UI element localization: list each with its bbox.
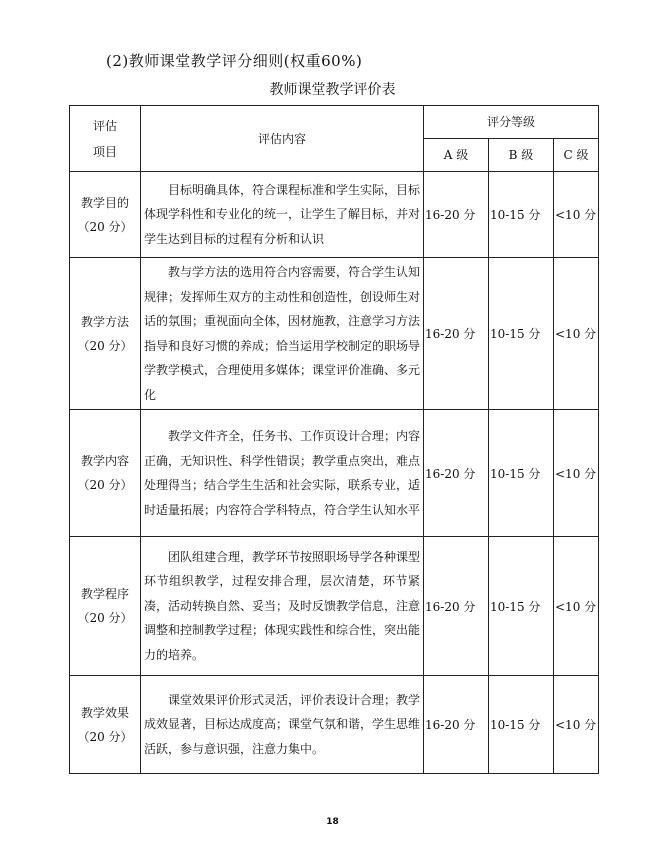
row-grade-b: 10-15 分 [489,676,554,774]
row-item [70,537,141,676]
row-item [70,410,141,537]
row-item-name: 教学程序 [80,587,129,601]
header-grade-c: C 级 [554,139,599,172]
table-row [70,258,599,410]
row-content [141,676,424,774]
header-grade-a: A 级 [424,139,489,172]
row-item-name: 教学方法 [80,314,129,329]
row-grade-c: <10 分 [554,676,599,774]
table-row [70,172,599,258]
row-item [70,258,141,410]
evaluation-table [69,105,599,774]
row-content-text: 目标明确具体，符合课程标准和学生实际，目标体现学科性和专业化的统一，让学生了解目标，并对学生达到目标的过程有分析和认识 [144,182,421,246]
table-row [70,537,599,676]
header-item-line2: 项目 [92,144,117,159]
row-item-name: 教学目的 [80,195,129,210]
row-grade-a: 16-20 分 [424,410,489,537]
row-item-score: （20 分） [77,611,133,625]
header-item [70,106,141,172]
row-content [141,172,424,258]
row-grade-b: 10-15 分 [489,410,554,537]
row-content-text: 教学文件齐全，任务书、工作页设计合理；内容正确，无知识性、科学性错误；教学重点突出，难点处理得当；结合学生生活和社会实际，联系专业，适时适量拓展；内容符合学科特点，符合学生认知水平 [144,429,421,517]
row-item [70,676,141,774]
header-grade-group: 评分等级 [424,106,599,139]
header-content: 评估内容 [141,106,424,172]
table-title: 教师课堂教学评价表 [269,82,396,98]
row-grade-c: <10 分 [554,410,599,537]
row-content [141,258,424,410]
row-grade-b: 10-15 分 [489,537,554,676]
header-grade-b: B 级 [489,139,554,172]
row-grade-c: <10 分 [554,172,599,258]
table-row [70,676,599,774]
row-grade-c: <10 分 [554,537,599,676]
row-item-name: 教学内容 [80,454,129,468]
row-item-score: （20 分） [77,338,133,353]
table-row [70,410,599,537]
row-grade-a: 16-20 分 [424,537,489,676]
row-content [141,410,424,537]
row-content [141,537,424,676]
row-grade-a: 16-20 分 [424,676,489,774]
row-grade-c: <10 分 [554,258,599,410]
row-content-text: 课堂效果评价形式灵活，评价表设计合理；教学成效显著，目标达成度高；课堂气氛和谐，学生思维活跃，参与意识强，注意力集中。 [144,692,421,756]
section-heading: (2)教师课堂教学评分细则(权重60%) [106,52,363,70]
header-item-line1: 评估 [92,118,117,133]
row-item-score: （20 分） [77,478,133,492]
page-number: 18 [326,817,339,827]
row-grade-a: 16-20 分 [424,258,489,410]
row-item-score: （20 分） [77,729,133,744]
row-item [70,172,141,258]
row-grade-a: 16-20 分 [424,172,489,258]
row-item-name: 教学效果 [80,705,129,720]
row-content-text: 团队组建合理，教学环节按照职场导学各种课型环节组织教学，过程安排合理，层次清楚，环节紧凑，活动转换自然、妥当；及时反馈教学信息，注意调整和控制教学过程；体现实践性和综合性，突出能力的培养。 [144,549,421,662]
row-grade-b: 10-15 分 [489,258,554,410]
row-content-text: 教与学方法的选用符合内容需要，符合学生认知规律；发挥师生双方的主动性和创造性，创设师生对话的氛围；重视面向全体，因材施教，注意学习方法指导和良好习惯的养成；恰当运用学校制定的职场导学教学模式，合理使用多媒体；课堂评价准确、多元化 [144,265,421,402]
row-item-score: （20 分） [77,219,133,234]
row-grade-b: 10-15 分 [489,172,554,258]
